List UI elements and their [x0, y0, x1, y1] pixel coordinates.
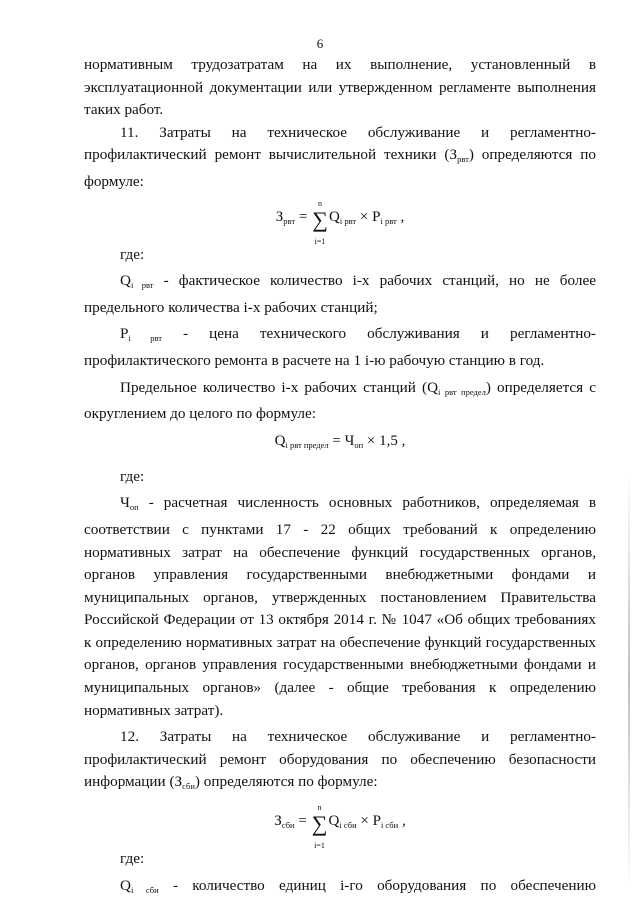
- where-label: где:: [120, 245, 145, 263]
- formula-z-sbi: $З_{сби}$ = n ∑ i=1 $Q_{i сби} \times P_{i сби}$ ,: [274, 803, 406, 851]
- formula-q-limit: $Q_{i рвт предел} = Ч_{оп} \times 1,5$ ,: [274, 432, 406, 450]
- formula-z-rvt: $З_{рвт}$ = n ∑ i=1 $Q_{i рвт} \times P_{i рвт}$ ,: [275, 198, 405, 246]
- sum-symbol: n ∑ i=1: [311, 803, 328, 851]
- where-label: где:: [120, 467, 145, 485]
- where-label: где:: [120, 850, 145, 868]
- definition-p-rvt: Pi рвт - цена технического обслуживания и регламентно-профилактического ремонта в расчете на 1 i-ю рабочую станцию в год.: [84, 325, 596, 369]
- page-number: 6: [316, 36, 324, 51]
- paragraph-item-12: 12. Затраты на техническое обслуживание и регламентно-профилактический ремонт оборудования по обеспечению безопасности информации (Зсби) определяются по формуле:: [84, 728, 596, 792]
- definition-q-rvt: Qi рвт - фактическое количество i-х рабочих станций, но не более предельного количества i-х рабочих станций;: [84, 272, 596, 316]
- var-z-rvt: Зрвт: [449, 146, 469, 165]
- paragraph-continuation: нормативным трудозатратам на их выполнение, установленный в эксплуатационной документации или утвержденном регламенте выполнения таких работ.: [84, 56, 596, 119]
- sum-symbol: n ∑ i=1: [312, 198, 328, 246]
- scan-edge-shadow: [628, 470, 630, 890]
- definition-ch-op: Чоп - расчетная численность основных работников, определяемая в соответствии с пунктами 17 - 22 общих требований к определению нормативных затрат на обеспечение функций государственных органов, органов управления государственными внебюджетными фондами и муниципальных органов, утвержденных постановлением Правительства Российской Федерации от 13 октября 2014 г. № 1047 «Об общих требованиях к определению нормативных затрат на обеспечение функций государственных органов, органов управления государственными внебюджетными фондами и муниципальных органов» (далее - общие требования к определению нормативных затрат).: [84, 494, 596, 719]
- document-body: [84, 54, 596, 901]
- definition-q-sbi: Qi сби - количество единиц i-го оборудования по обеспечению: [120, 876, 596, 895]
- paragraph-limit: Предельное количество i-х рабочих станций (Qi рвт предел) определяется с округлением до целого по формуле:: [84, 378, 596, 423]
- paragraph-item-11: 11. Затраты на техническое обслуживание и регламентно-профилактический ремонт вычислительной техники (Зрвт) определяются по формуле:: [84, 123, 596, 190]
